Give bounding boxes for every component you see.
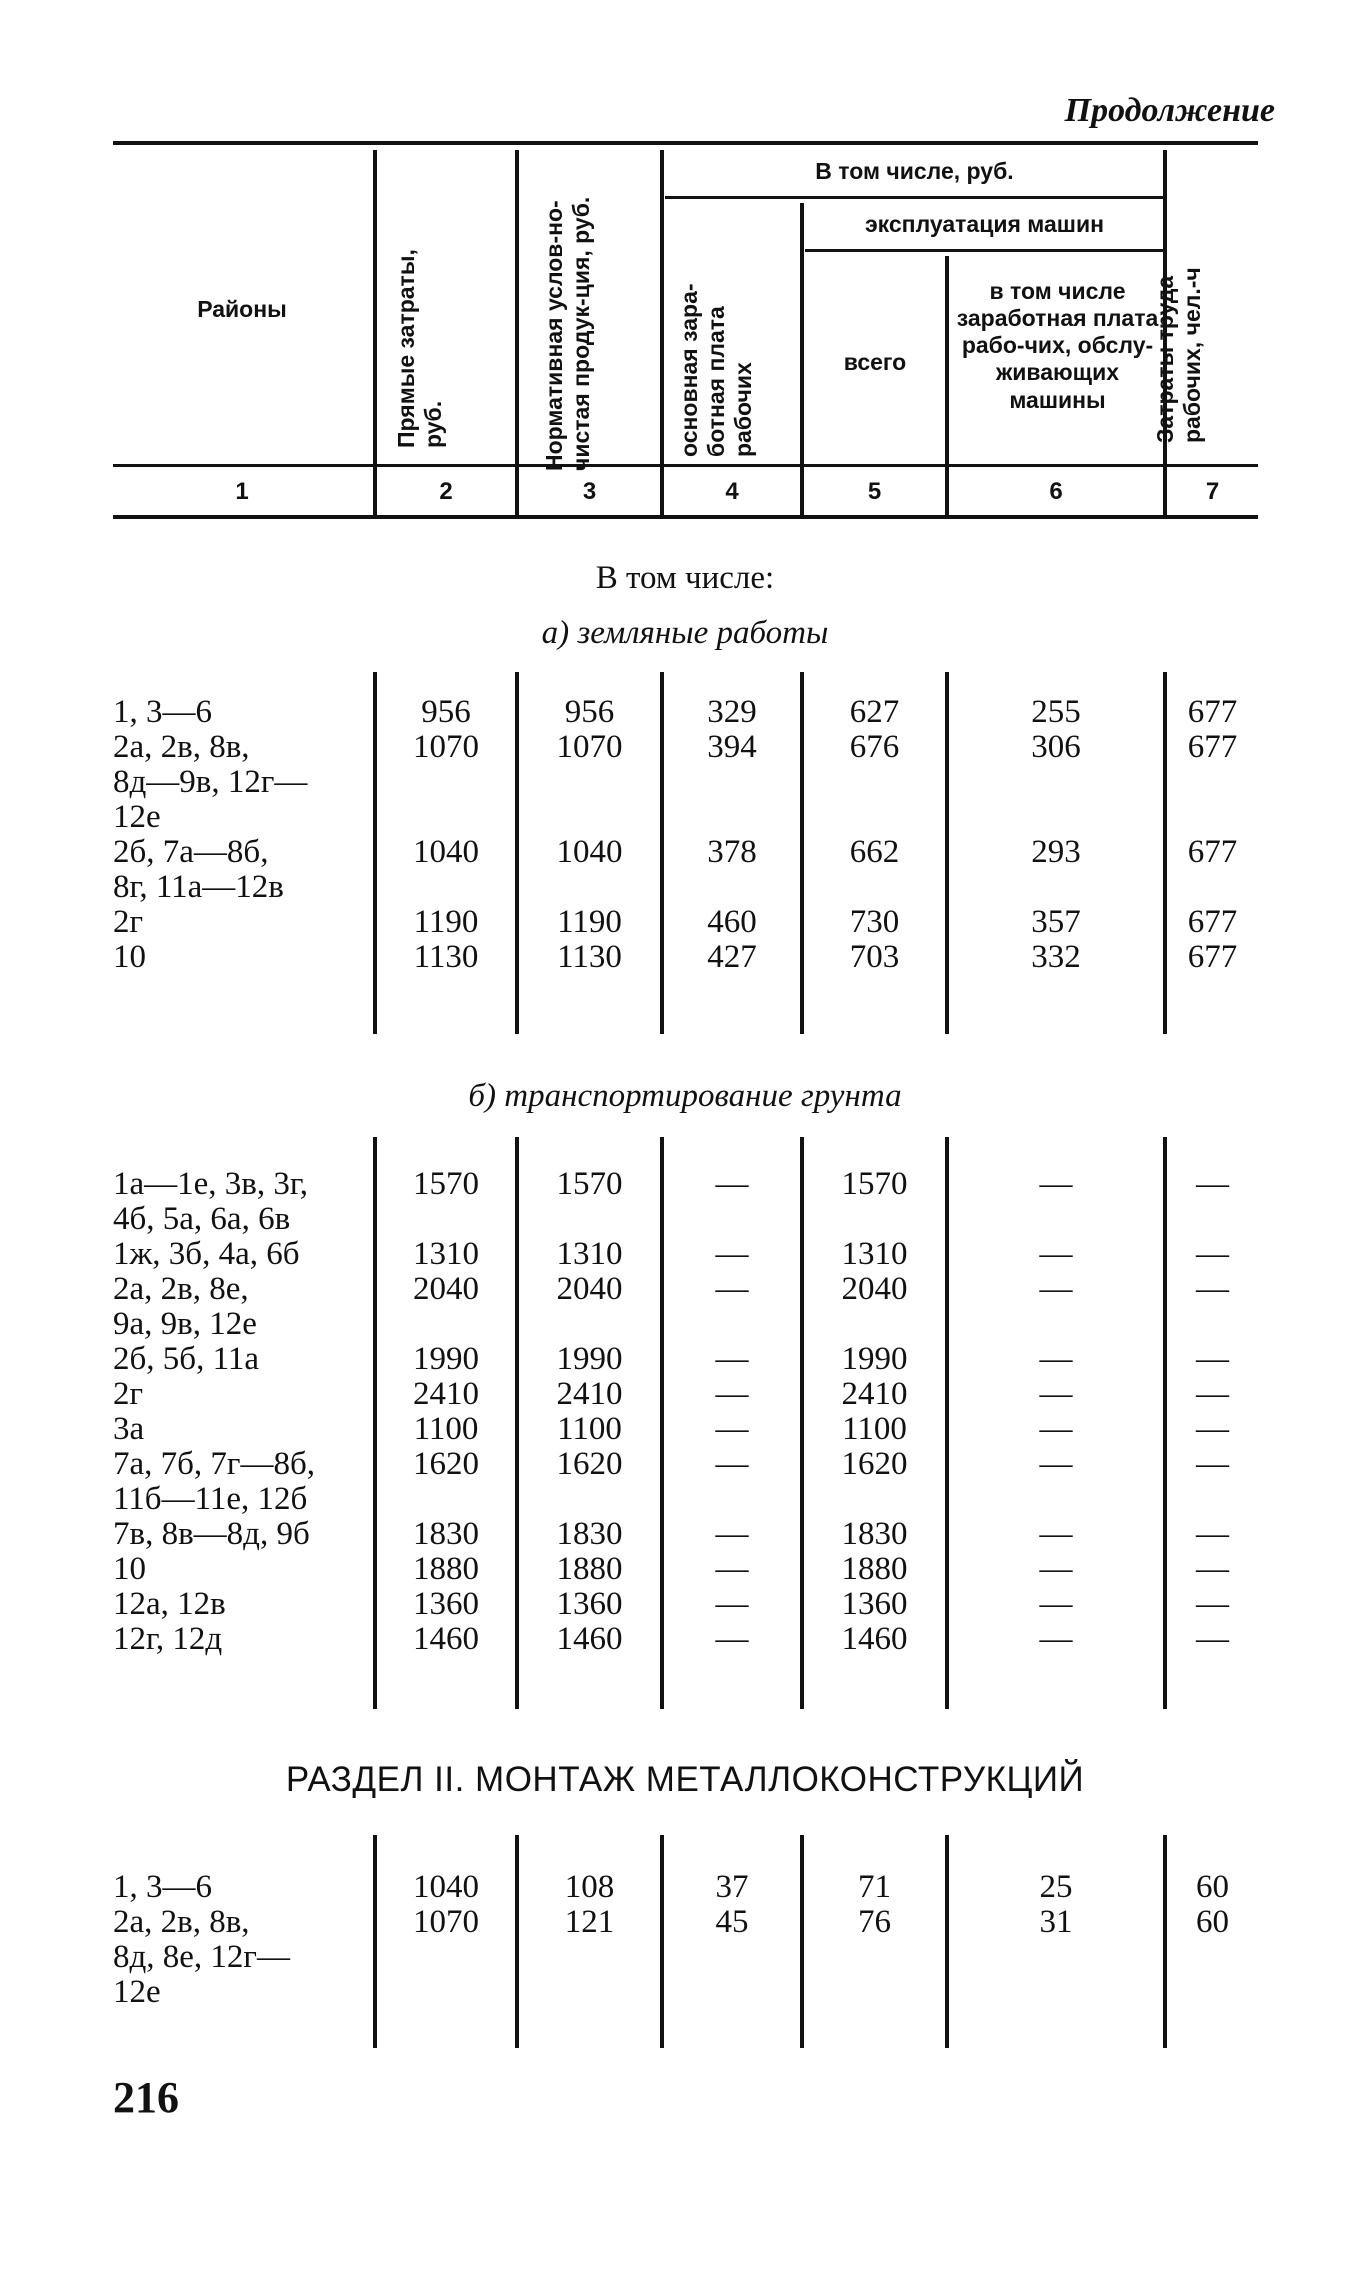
header-direct-costs: Прямые затраты, руб. bbox=[393, 249, 447, 448]
value-cell-c2: 2040 bbox=[413, 1271, 479, 1307]
column-number-4: 4 bbox=[725, 478, 739, 505]
value-cell-c2: 1880 bbox=[413, 1551, 479, 1587]
header-regions: Районы bbox=[197, 296, 287, 322]
column-number-6: 6 bbox=[1049, 478, 1063, 505]
value-cell-c7: — bbox=[1196, 1271, 1229, 1307]
value-cell-c2: 1040 bbox=[413, 834, 479, 870]
value-cell-c5: 703 bbox=[849, 939, 900, 975]
value-cell-c6: — bbox=[1039, 1586, 1073, 1622]
region-cell: 3а bbox=[113, 1411, 145, 1447]
value-cell-c3: 1070 bbox=[556, 729, 623, 765]
region-cell: 2а, 2в, 8в, 8д—9в, 12г— 12е bbox=[113, 729, 308, 835]
region-cell: 10 bbox=[113, 939, 146, 975]
value-cell-c5: 1620 bbox=[841, 1446, 908, 1482]
value-cell-c7: 677 bbox=[1187, 834, 1238, 870]
value-cell-c6: — bbox=[1039, 1516, 1073, 1552]
value-cell-c2: 1040 bbox=[413, 1869, 479, 1905]
value-cell-c7: 60 bbox=[1196, 1904, 1229, 1940]
region-cell: 2г bbox=[113, 1376, 144, 1412]
value-cell-c6: — bbox=[1039, 1166, 1073, 1202]
section-a-title: а) земляные работы bbox=[541, 615, 829, 651]
value-cell-c7: 677 bbox=[1187, 904, 1238, 940]
value-cell-c6: 306 bbox=[1031, 729, 1081, 765]
section-b-title: б) транспортирование грунта bbox=[468, 1078, 902, 1114]
value-cell-c6: — bbox=[1039, 1341, 1073, 1377]
value-cell-c5: 1570 bbox=[841, 1166, 908, 1202]
value-cell-c2: 1100 bbox=[413, 1411, 479, 1447]
value-cell-c4: — bbox=[715, 1271, 749, 1307]
value-cell-c2: 1360 bbox=[413, 1586, 479, 1622]
value-cell-c7: 60 bbox=[1196, 1869, 1229, 1905]
value-cell-c2: 2410 bbox=[413, 1376, 479, 1412]
value-cell-c5: 1460 bbox=[841, 1621, 908, 1657]
value-cell-c6: 25 bbox=[1039, 1869, 1073, 1905]
value-cell-c3: 1880 bbox=[556, 1551, 623, 1587]
value-cell-c4: — bbox=[715, 1341, 749, 1377]
region-cell: 10 bbox=[113, 1551, 146, 1587]
value-cell-c6: — bbox=[1039, 1376, 1073, 1412]
column-number-7: 7 bbox=[1205, 478, 1220, 505]
value-cell-c4: — bbox=[715, 1516, 749, 1552]
region-cell: 12г, 12д bbox=[113, 1621, 223, 1657]
value-cell-c4: — bbox=[715, 1376, 749, 1412]
value-cell-c5: 627 bbox=[849, 694, 900, 730]
value-cell-c6: 255 bbox=[1031, 694, 1081, 730]
header-machine-operation: эксплуатация машин bbox=[864, 211, 1105, 237]
value-cell-c7: 677 bbox=[1187, 939, 1238, 975]
value-cell-c7: — bbox=[1196, 1376, 1229, 1412]
value-cell-c4: — bbox=[715, 1621, 749, 1657]
value-cell-c5: 662 bbox=[849, 834, 900, 870]
value-cell-c2: 1190 bbox=[413, 904, 479, 940]
section-ii-title: РАЗДЕЛ II. МОНТАЖ МЕТАЛЛОКОНСТРУКЦИЙ bbox=[285, 1760, 1085, 1799]
value-cell-c4: 329 bbox=[707, 694, 757, 730]
value-cell-c7: — bbox=[1196, 1551, 1229, 1587]
value-cell-c4: 394 bbox=[707, 729, 757, 765]
column-number-1: 1 bbox=[235, 478, 249, 505]
value-cell-c5: 1100 bbox=[842, 1411, 907, 1447]
region-cell: 2б, 7а—8б, 8г, 11а—12в bbox=[113, 834, 284, 905]
region-cell: 1, 3—6 bbox=[113, 1869, 212, 1905]
value-cell-c4: 378 bbox=[707, 834, 757, 870]
value-cell-c5: 730 bbox=[849, 904, 900, 940]
header-normative-net: Нормативная услов-но-чистая продук-ция, руб. bbox=[541, 196, 595, 471]
region-cell: 2б, 5б, 11а bbox=[113, 1341, 260, 1377]
value-cell-c5: 1990 bbox=[841, 1341, 908, 1377]
value-cell-c3: 2410 bbox=[556, 1376, 623, 1412]
region-cell: 2а, 2в, 8е, 9а, 9в, 12е bbox=[113, 1271, 257, 1342]
including-heading: В том числе: bbox=[595, 560, 775, 596]
value-cell-c5: 2410 bbox=[841, 1376, 908, 1412]
value-cell-c3: 956 bbox=[564, 694, 615, 730]
value-cell-c4: — bbox=[715, 1586, 749, 1622]
header-including: В том числе, руб. bbox=[815, 158, 1014, 184]
value-cell-c6: — bbox=[1039, 1271, 1073, 1307]
value-cell-c3: 1620 bbox=[556, 1446, 623, 1482]
value-cell-c3: 1310 bbox=[556, 1236, 623, 1272]
value-cell-c6: 357 bbox=[1031, 904, 1081, 940]
value-cell-c3: 1830 bbox=[556, 1516, 623, 1552]
value-cell-c2: 1460 bbox=[413, 1621, 479, 1657]
value-cell-c3: 1100 bbox=[557, 1411, 622, 1447]
region-cell: 1ж, 3б, 4а, 6б bbox=[113, 1236, 300, 1272]
value-cell-c3: 1040 bbox=[556, 834, 623, 870]
value-cell-c2: 956 bbox=[421, 694, 471, 730]
value-cell-c2: 1570 bbox=[413, 1166, 479, 1202]
value-cell-c7: — bbox=[1196, 1446, 1229, 1482]
value-cell-c6: 332 bbox=[1031, 939, 1081, 975]
value-cell-c4: 45 bbox=[715, 1904, 749, 1940]
value-cell-c3: 108 bbox=[564, 1869, 615, 1905]
value-cell-c5: 2040 bbox=[841, 1271, 908, 1307]
value-cell-c4: — bbox=[715, 1411, 749, 1447]
value-cell-c5: 676 bbox=[849, 729, 900, 765]
value-cell-c7: 677 bbox=[1187, 694, 1238, 730]
value-cell-c6: — bbox=[1039, 1621, 1073, 1657]
value-cell-c7: 677 bbox=[1187, 729, 1238, 765]
value-cell-c2: 1310 bbox=[413, 1236, 479, 1272]
value-cell-c3: 1570 bbox=[556, 1166, 623, 1202]
value-cell-c3: 121 bbox=[564, 1904, 615, 1940]
region-cell: 7а, 7б, 7г—8б, 11б—11е, 12б bbox=[113, 1446, 316, 1517]
value-cell-c7: — bbox=[1196, 1341, 1229, 1377]
value-cell-c7: — bbox=[1196, 1586, 1229, 1622]
continuation-label: Продолжение bbox=[1064, 92, 1275, 129]
value-cell-c2: 1830 bbox=[413, 1516, 479, 1552]
value-cell-c7: — bbox=[1196, 1236, 1229, 1272]
value-cell-c7: — bbox=[1196, 1166, 1229, 1202]
value-cell-c4: — bbox=[715, 1166, 749, 1202]
value-cell-c7: — bbox=[1196, 1621, 1229, 1657]
column-number-5: 5 bbox=[867, 478, 882, 505]
value-cell-c2: 1070 bbox=[413, 729, 479, 765]
value-cell-c2: 1620 bbox=[413, 1446, 479, 1482]
value-cell-c6: 293 bbox=[1031, 834, 1081, 870]
page-number: 216 bbox=[113, 2073, 179, 2122]
value-cell-c4: 427 bbox=[707, 939, 757, 975]
value-cell-c6: — bbox=[1039, 1446, 1073, 1482]
value-cell-c3: 1130 bbox=[557, 939, 622, 975]
column-number-2: 2 bbox=[439, 478, 453, 505]
value-cell-c5: 71 bbox=[858, 1869, 891, 1905]
header-base-wage: основная зара-ботная плата рабочих bbox=[676, 283, 757, 457]
value-cell-c2: 1990 bbox=[413, 1341, 479, 1377]
region-cell: 1а—1е, 3в, 3г, 4б, 5а, 6а, 6в bbox=[113, 1166, 308, 1237]
value-cell-c5: 1880 bbox=[841, 1551, 908, 1587]
value-cell-c4: 460 bbox=[707, 904, 757, 940]
value-cell-c2: 1070 bbox=[413, 1904, 479, 1940]
region-cell: 1, 3—6 bbox=[113, 694, 212, 730]
region-cell: 2г bbox=[113, 904, 144, 940]
value-cell-c3: 1360 bbox=[556, 1586, 623, 1622]
value-cell-c5: 1360 bbox=[841, 1586, 908, 1622]
value-cell-c6: — bbox=[1039, 1236, 1073, 1272]
value-cell-c3: 2040 bbox=[556, 1271, 623, 1307]
region-cell: 7в, 8в—8д, 9б bbox=[113, 1516, 310, 1552]
value-cell-c2: 1130 bbox=[413, 939, 479, 975]
value-cell-c4: — bbox=[715, 1236, 749, 1272]
value-cell-c6: 31 bbox=[1039, 1904, 1073, 1940]
value-cell-c3: 1190 bbox=[557, 904, 622, 940]
value-cell-c3: 1990 bbox=[556, 1341, 623, 1377]
region-cell: 12а, 12в bbox=[113, 1586, 226, 1622]
value-cell-c3: 1460 bbox=[556, 1621, 623, 1657]
value-cell-c7: — bbox=[1196, 1516, 1229, 1552]
value-cell-c4: 37 bbox=[715, 1869, 749, 1905]
value-cell-c4: — bbox=[715, 1446, 749, 1482]
value-cell-c5: 1830 bbox=[841, 1516, 908, 1552]
region-cell: 2а, 2в, 8в, 8д, 8е, 12г— 12е bbox=[113, 1904, 290, 2010]
header-machine-wage: в том числе заработная плата рабо-чих, обслу-живающих машины bbox=[956, 278, 1159, 413]
header-total: всего bbox=[843, 349, 907, 375]
column-number-3: 3 bbox=[582, 478, 597, 505]
value-cell-c6: — bbox=[1039, 1411, 1073, 1447]
value-cell-c6: — bbox=[1039, 1551, 1073, 1587]
value-cell-c5: 1310 bbox=[841, 1236, 908, 1272]
header-labor: Затраты труда рабочих, чел.-ч bbox=[1152, 267, 1206, 443]
value-cell-c5: 76 bbox=[858, 1904, 891, 1940]
value-cell-c4: — bbox=[715, 1551, 749, 1587]
value-cell-c7: — bbox=[1196, 1411, 1229, 1447]
